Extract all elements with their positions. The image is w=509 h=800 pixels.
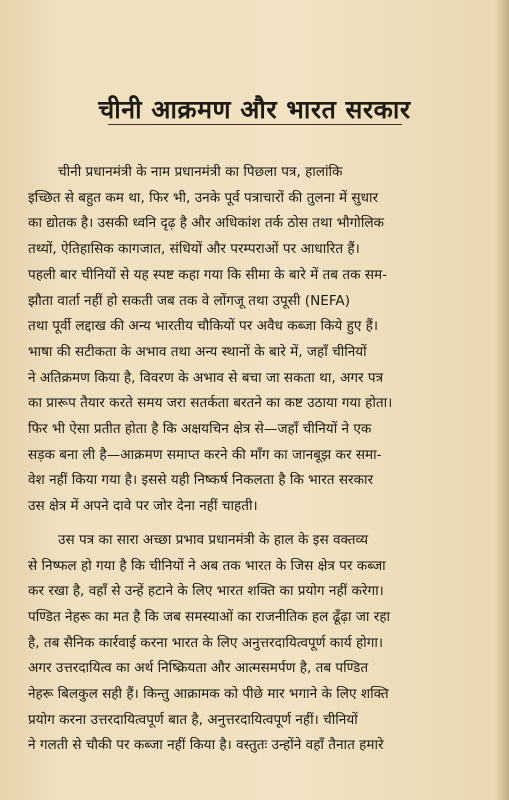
paragraph-1	[28, 160, 488, 520]
text-line: प्रयोग करना उत्तरदायित्वपूर्ण बात है, अनुत्तरदायित्वपूर्ण नहीं। चीनियों	[28, 711, 358, 728]
text-line: ने अतिक्रमण किया है, विवरण के अभाव से बचा जा सकता था, अगर पत्र	[28, 369, 384, 386]
text-line: कर रखा है, वहाँ से उन्हें हटाने के लिए भारत शक्ति का प्रयोग नहीं करेगा।	[28, 583, 384, 600]
text-line: का द्योतक है। उसकी ध्वनि दृढ़ है और अधिकांश तर्क ठोस तथा भौगोलिक	[28, 215, 384, 232]
text-line: इच्छित से बहुत कम था, फिर भी, उनके पूर्व पत्राचारों की तुलना में सुधार	[28, 189, 379, 206]
text-line: पण्डित नेहरू का मत है कि जब समस्याओं का राजनीतिक हल ढूँढ़ा जा रहा	[28, 608, 391, 625]
text-line: भाषा की सटीकता के अभाव तथा अन्य स्थानों के बारे में, जहाँ चीनियों	[28, 343, 367, 360]
text-line: से निष्फल हो गया है कि चीनियों ने अब तक भारत के जिस क्षेत्र पर कब्जा	[28, 557, 386, 574]
text-line: सड़क बना ली है—आक्रमण समाप्त करने की माँग का जानबूझ कर समा-	[28, 446, 382, 463]
text-line: वेश नहीं किया गया है। इससे यही निष्कर्ष निकलता है कि भारत सरकार	[28, 472, 374, 489]
text-line: नेहरू बिलकुल सही हैं। किन्तु आक्रामक को पीछे मार भगाने के लिए शक्ति	[28, 686, 389, 703]
text-line: पहली बार चीनियों से यह स्पष्ट कहा गया कि सीमा के बारे में तब तक सम-	[28, 266, 388, 283]
text-line: उस क्षेत्र में अपने दावे पर जोर देना नहीं चाहती।	[28, 498, 258, 515]
text-line: तथा पूर्वी लद्दाख की अन्य भारतीय चौकियों पर अवैध कब्जा किये हुए हैं।	[28, 318, 379, 335]
body-text	[28, 160, 488, 759]
title-underline	[108, 124, 402, 125]
text-line: है, तब सैनिक कार्रवाई करना भारत के लिए अनुत्तरदायित्वपूर्ण कार्य होगा।	[28, 634, 384, 651]
text-line: फिर भी ऐसा प्रतीत होता है कि अक्षयचिन क्षेत्र से—जहाँ चीनियों ने एक	[28, 421, 372, 438]
text-line: तथ्यों, ऐतिहासिक कागजात, संधियों और परम्पराओं पर आधारित हैं।	[28, 241, 360, 258]
text-line: का प्रारूप तैयार करते समय जरा सतर्कता बरतने का कष्ट उठाया गया होता।	[28, 395, 393, 412]
paragraph-2	[28, 528, 488, 759]
chapter-title: चीनी आक्रमण और भारत सरकार	[98, 95, 411, 124]
text-line: अगर उत्तरदायित्व का अर्थ निष्क्रियता और आत्मसमर्पण है, तब पण्डित	[28, 660, 369, 677]
paragraph-spacer	[28, 520, 488, 528]
text-line: उस पत्र का सारा अच्छा प्रभाव प्रधानमंत्री के हाल के इस वक्तव्य	[58, 531, 369, 548]
text-line: झौता वार्ता नहीं हो सकती जब तक वे लोंगजू तथा उपूसी (NEFA)	[28, 292, 351, 309]
text-line: ने गलती से चौकी पर कब्जा नहीं किया है। वस्तुतः उन्होंने वहाँ तैनात हमारे	[28, 737, 384, 754]
text-line: चीनी प्रधानमंत्री के नाम प्रधानमंत्री का पिछला पत्र, हालांकि	[58, 164, 343, 180]
